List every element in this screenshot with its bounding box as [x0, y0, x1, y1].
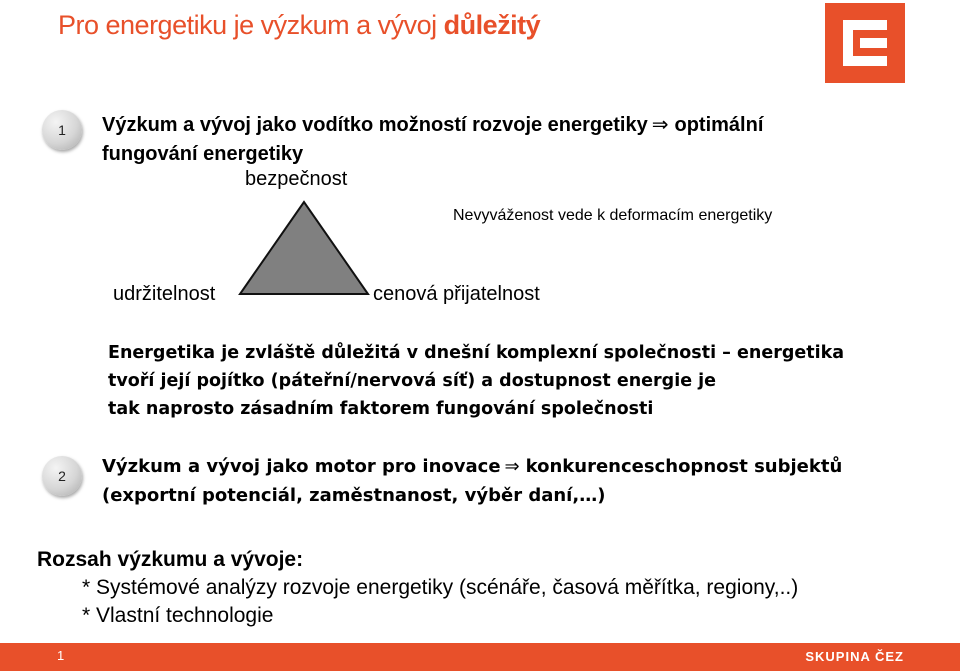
energy-paragraph	[108, 339, 844, 423]
point-1-line1: Výzkum a vývoj jako vodítko možností rozvoje energetiky	[102, 114, 648, 136]
energy-paragraph-line3: tak naprosto zásadním faktorem fungování společnosti	[108, 399, 654, 419]
point-2-line2: (exportní potenciál, zaměstnanost, výběr daní,…)	[102, 485, 606, 506]
point-2-number: 2	[58, 468, 66, 484]
slide-title	[58, 10, 540, 41]
scope-item: * Vlastní technologie	[82, 604, 274, 627]
energy-paragraph-line2: tvoří její pojítko (páteřní/nervová síť) a dostupnost energie je	[108, 371, 717, 391]
triangle-label-right: cenová přijatelnost	[373, 283, 540, 305]
triangle-label-top: bezpečnost	[245, 168, 348, 190]
implies-arrow-icon: ⇒	[504, 456, 520, 477]
point-1-line1-end: optimální	[674, 114, 764, 136]
slide-title-highlight: důležitý	[443, 10, 541, 40]
point-1-badge	[42, 110, 82, 150]
point-2-line1-end: konkurenceschopnost subjektů	[525, 456, 843, 477]
balance-triangle	[238, 200, 370, 296]
point-2-text	[102, 452, 842, 510]
point-1-text	[102, 110, 763, 169]
point-1-number: 1	[58, 122, 66, 138]
point-2-line1: Výzkum a vývoj jako motor pro inovace	[102, 456, 501, 477]
imbalance-note: Nevyváženost vede k deformacím energetiky	[453, 207, 773, 224]
energy-paragraph-line1: Energetika je zvláště důležitá v dnešní komplexní společnosti – energetika	[108, 343, 845, 363]
triangle-label-left: udržitelnost	[113, 283, 216, 305]
implies-arrow-icon: ⇒	[651, 112, 669, 136]
scope-heading: Rozsah výzkumu a vývoje:	[37, 548, 304, 571]
point-1-line2: fungování energetiky	[102, 143, 304, 165]
cez-logo-icon	[825, 3, 905, 83]
footer-brand: SKUPINA ČEZ	[805, 649, 904, 664]
slide-title-text: Pro energetiku je výzkum a vývoj	[58, 10, 444, 40]
point-2-badge	[42, 456, 82, 496]
scope-section	[37, 546, 798, 630]
scope-item: * Systémové analýzy rozvoje energetiky (scénáře, časová měřítka, regiony,..)	[82, 576, 799, 599]
page-number: 1	[57, 648, 65, 663]
